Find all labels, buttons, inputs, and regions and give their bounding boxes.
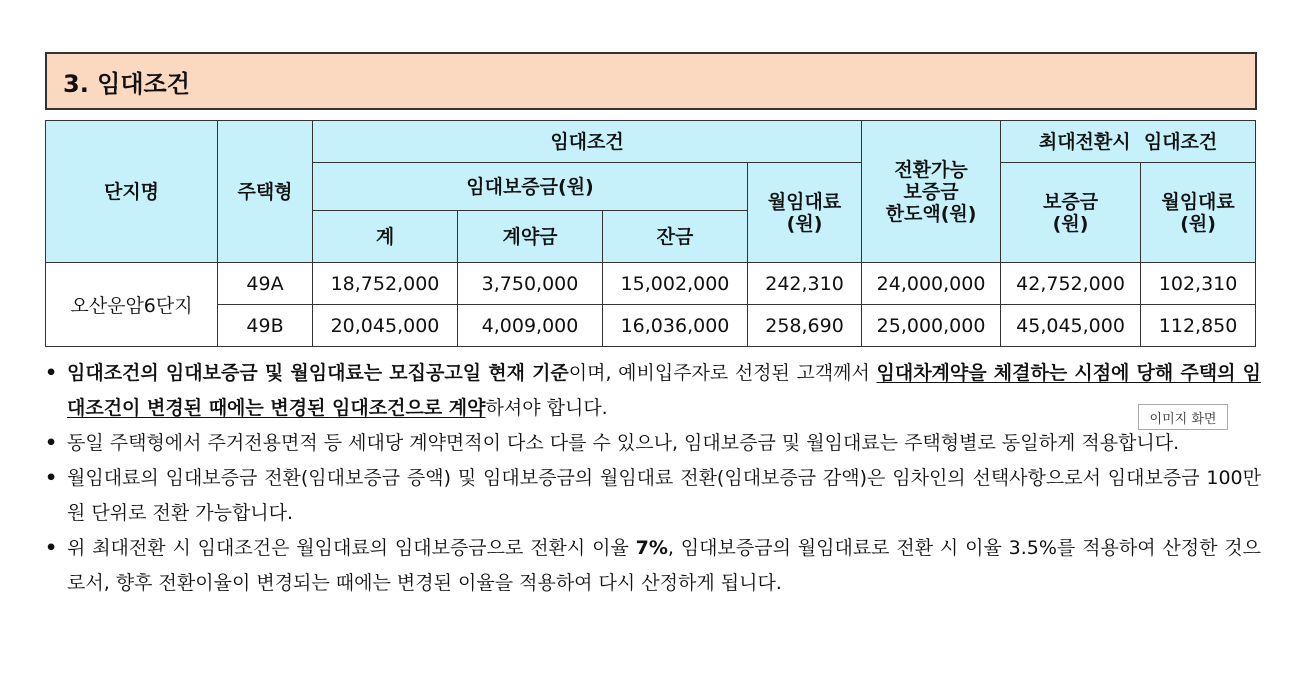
max-deposit-cell: 42,752,000 — [1001, 263, 1141, 305]
header-convertible-limit-line2: 보증금 — [903, 180, 959, 203]
note-2-text: 동일 주택형에서 주거전용면적 등 세대당 계약면적이 다소 다를 수 있으나, 임대보증금 및 월임대료는 주택형별로 동일하게 적용합니다. — [67, 432, 1180, 454]
header-max-deposit-line2: (원) — [1052, 212, 1089, 235]
note-1-underline: 임대차계약을 체결하는 시점에 당해 주택의 임대조건이 변경된 때에는 변경된 임대조건으로 계약 — [67, 362, 1261, 419]
max-deposit-cell: 45,045,000 — [1001, 305, 1141, 347]
section-title — [45, 52, 1257, 110]
header-complex-name: 단지명 — [46, 121, 218, 263]
deposit-contract-cell: 4,009,000 — [458, 305, 603, 347]
monthly-rent-cell: 242,310 — [748, 263, 862, 305]
header-max-deposit-line1: 보증금 — [1043, 190, 1099, 213]
table-row — [46, 263, 1256, 305]
note-item — [45, 531, 1261, 601]
note-item — [45, 356, 1261, 426]
header-deposit-contract: 계약금 — [458, 211, 603, 263]
complex-name-cell: 오산운암6단지 — [46, 263, 218, 347]
housing-type-cell: 49B — [218, 305, 313, 347]
max-monthly-cell: 112,850 — [1141, 305, 1256, 347]
bullet-icon: • — [45, 537, 58, 559]
header-rent-conditions: 임대조건 — [313, 121, 862, 163]
table-row — [46, 305, 1256, 347]
bullet-icon: • — [45, 467, 58, 489]
deposit-total-cell: 20,045,000 — [313, 305, 458, 347]
header-convertible-limit-line1: 전환가능 — [894, 158, 968, 181]
header-convertible-limit — [862, 121, 1001, 263]
note-4-text-a: 위 최대전환 시 임대조건은 월임대료의 임대보증금으로 전환시 이율 — [67, 537, 636, 559]
monthly-rent-cell: 258,690 — [748, 305, 862, 347]
note-item — [45, 426, 1261, 461]
rent-conditions-table — [45, 120, 1256, 347]
header-max-monthly — [1141, 163, 1256, 263]
housing-type-cell: 49A — [218, 263, 313, 305]
note-1-text: 이며, 예비입주자로 선정된 고객께서 — [568, 362, 877, 384]
deposit-balance-cell: 15,002,000 — [603, 263, 748, 305]
notes-list — [45, 356, 1261, 601]
note-4-bold: 7% — [635, 537, 668, 559]
header-housing-type: 주택형 — [218, 121, 313, 263]
bullet-icon: • — [45, 362, 58, 384]
image-view-button[interactable]: 이미지 화면 — [1138, 404, 1228, 430]
max-monthly-cell: 102,310 — [1141, 263, 1256, 305]
convertible-limit-cell: 24,000,000 — [862, 263, 1001, 305]
section-title-text: 3. 임대조건 — [63, 69, 190, 98]
note-3-text: 월임대료의 임대보증금 전환(임대보증금 증액) 및 임대보증금의 월임대료 전환(임대보증금 감액)은 임차인의 선택사항으로서 임대보증금 100만원 단위로 전환 가능합니다. — [67, 467, 1261, 524]
header-max-monthly-line1: 월임대료 — [1161, 190, 1235, 213]
header-deposit-balance: 잔금 — [603, 211, 748, 263]
convertible-limit-cell: 25,000,000 — [862, 305, 1001, 347]
note-1-bold: 임대조건의 임대보증금 및 월임대료는 모집공고일 현재 기준 — [67, 362, 569, 384]
header-monthly-rent-line2: (원) — [786, 212, 823, 235]
header-max-conversion: 최대전환시 임대조건 — [1001, 121, 1256, 163]
header-max-monthly-line2: (원) — [1180, 212, 1216, 235]
header-deposit-total: 계 — [313, 211, 458, 263]
header-monthly-rent-line1: 월임대료 — [767, 190, 842, 213]
bullet-icon: • — [45, 432, 58, 454]
header-convertible-limit-line3: 한도액(원) — [885, 202, 977, 225]
note-4-text-b: , 임대보증금의 월임대료로 전환 시 이율 3.5%를 적용하여 산정한 것으로서, 향후 전환이율이 변경되는 때에는 변경된 이율을 적용하여 다시 산정하게 됩니다. — [67, 537, 1262, 594]
note-item — [45, 461, 1261, 531]
header-monthly-rent — [748, 163, 862, 263]
deposit-balance-cell: 16,036,000 — [603, 305, 748, 347]
header-deposit: 임대보증금(원) — [313, 163, 748, 211]
deposit-contract-cell: 3,750,000 — [458, 263, 603, 305]
header-max-deposit — [1001, 163, 1141, 263]
deposit-total-cell: 18,752,000 — [313, 263, 458, 305]
note-1-tail: 하셔야 합니다. — [485, 397, 608, 419]
